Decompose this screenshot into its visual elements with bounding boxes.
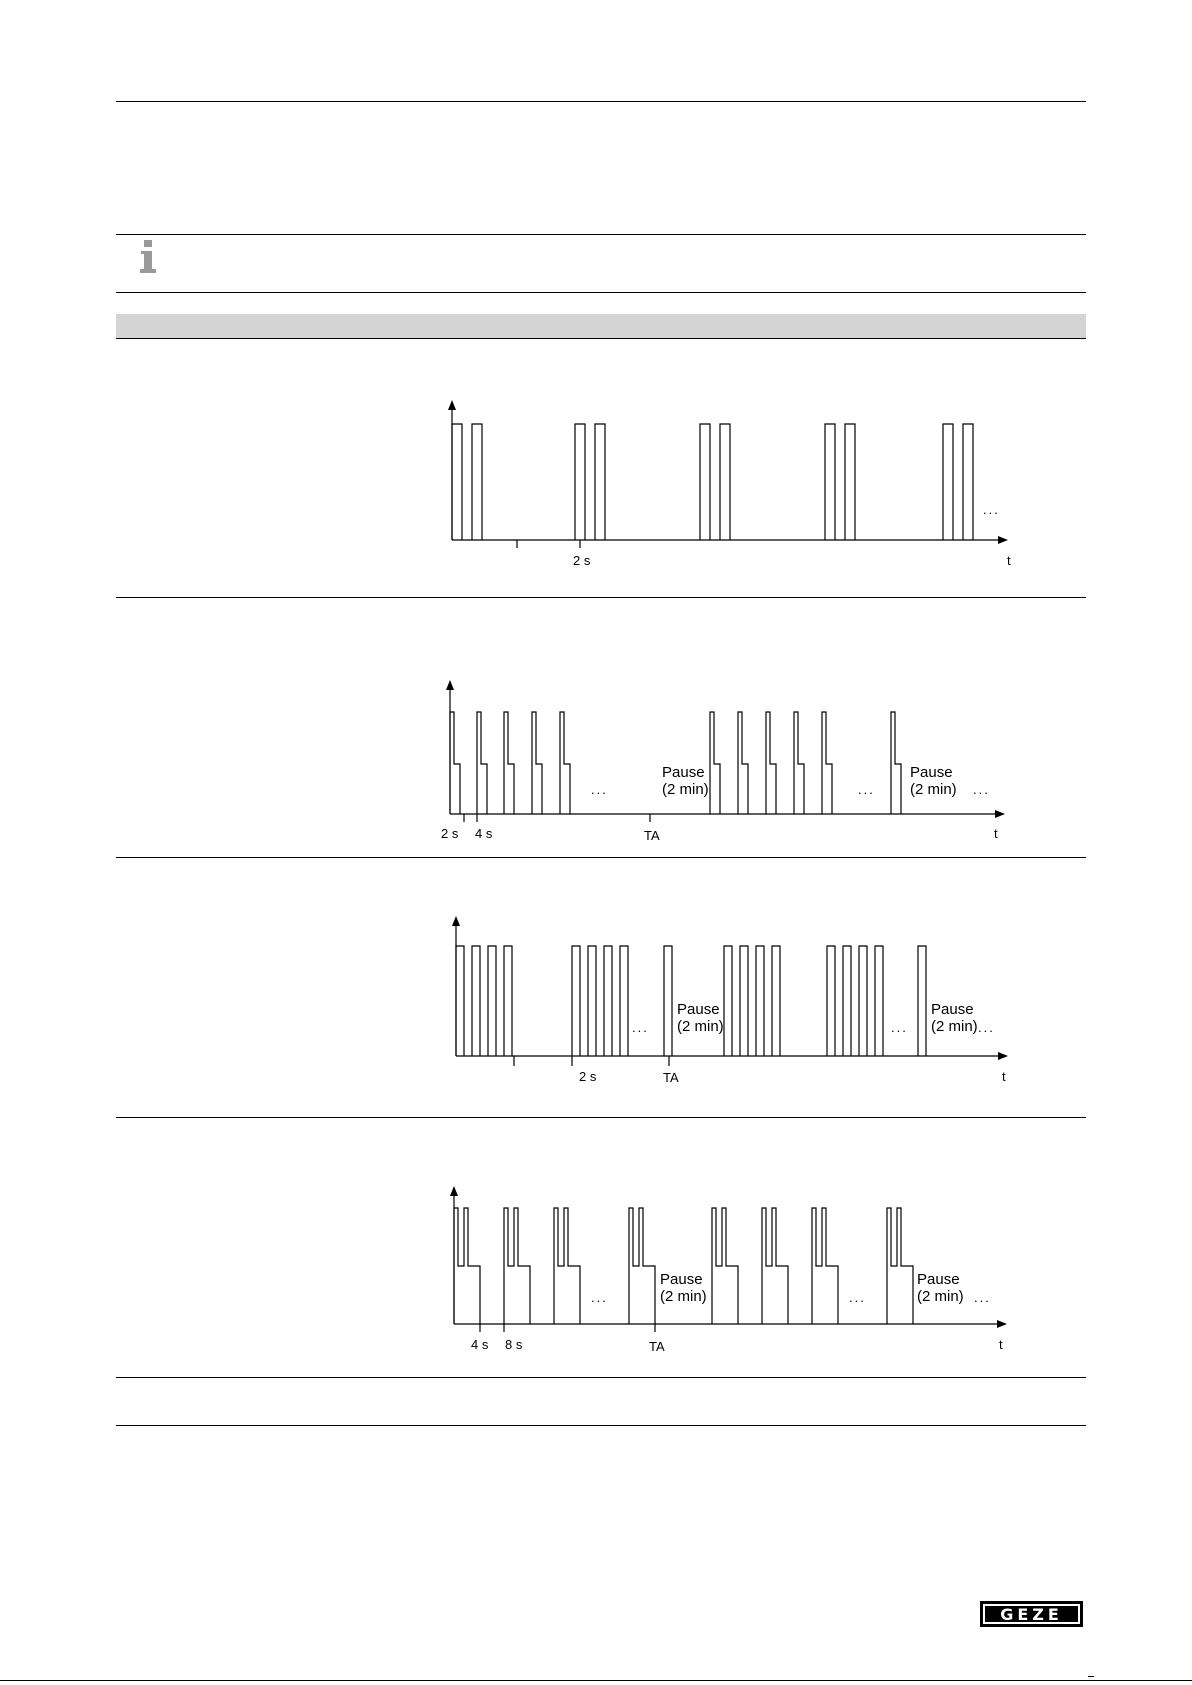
signal-diagram-3: [444, 914, 1024, 1094]
tick-label-4s: 4 s: [471, 1337, 489, 1352]
row-divider-2: [116, 857, 1086, 858]
pause-label: Pause: [910, 764, 953, 781]
table-header-band: [116, 314, 1086, 339]
page-corner-mark: [1088, 1676, 1094, 1677]
page-bottom-rule: [0, 1680, 1192, 1681]
signal-diagram-1: [440, 396, 1020, 576]
tick-label-TA: TA: [649, 1339, 665, 1354]
axis-label-t: t: [1002, 1069, 1006, 1084]
ellipsis: ...: [891, 1020, 908, 1035]
tick-label-2s: 2 s: [573, 553, 591, 568]
ellipsis: ...: [983, 502, 1000, 517]
signal-diagram-4: [444, 1186, 1024, 1356]
ellipsis: ...: [858, 782, 875, 797]
row-divider-4: [116, 1377, 1086, 1378]
ellipsis: ...: [591, 1290, 608, 1305]
tick-label-8s: 8 s: [505, 1337, 523, 1352]
ellipsis: ...: [974, 1290, 991, 1305]
pause-duration-label: (2 min): [931, 1018, 978, 1035]
top-rule: [116, 101, 1086, 102]
note-top-rule: [116, 234, 1086, 235]
pause-duration-label: (2 min): [677, 1018, 724, 1035]
ellipsis: ...: [973, 782, 990, 797]
geze-logo: [980, 1601, 1083, 1627]
pause-duration-label: (2 min): [910, 781, 957, 798]
pause-label: Pause: [660, 1271, 703, 1288]
ellipsis: ...: [849, 1290, 866, 1305]
ellipsis: ...: [632, 1020, 649, 1035]
tick-label-TA: TA: [663, 1070, 679, 1085]
tick-label-TA: TA: [644, 828, 660, 843]
tick-label-2s: 2 s: [579, 1069, 597, 1084]
tick-label-2s: 2 s: [441, 826, 459, 841]
row-divider-3: [116, 1117, 1086, 1118]
axis-label-t: t: [1007, 553, 1011, 568]
tick-label-4s: 4 s: [475, 826, 493, 841]
row-divider-1: [116, 597, 1086, 598]
note-bottom-rule: [116, 292, 1086, 293]
ellipsis: ...: [978, 1020, 995, 1035]
pause-label: Pause: [677, 1001, 720, 1018]
pause-duration-label: (2 min): [662, 781, 709, 798]
axis-label-t: t: [994, 826, 998, 841]
signal-diagram-2: [440, 678, 1020, 848]
axis-label-t: t: [999, 1337, 1003, 1352]
ellipsis: ...: [591, 782, 608, 797]
pause-label: Pause: [662, 764, 705, 781]
row-divider-5: [116, 1425, 1086, 1426]
pause-duration-label: (2 min): [917, 1288, 964, 1305]
pause-duration-label: (2 min): [660, 1288, 707, 1305]
pause-label: Pause: [931, 1001, 974, 1018]
logo-text: GEZE: [1000, 1605, 1063, 1624]
info-icon: [138, 240, 158, 274]
pause-label: Pause: [917, 1271, 960, 1288]
